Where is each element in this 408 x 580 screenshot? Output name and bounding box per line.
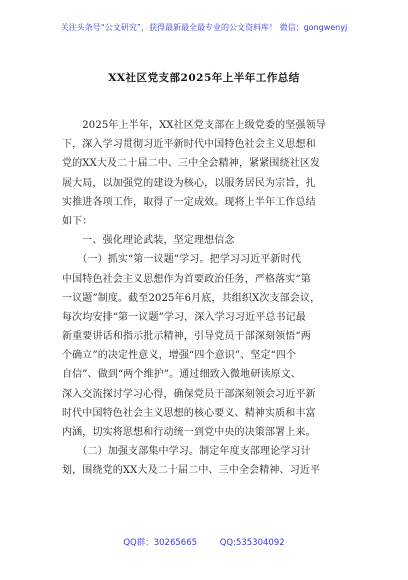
body-line: 实推进各项工作，取得了一定成效。现将上半年工作总结 (62, 196, 316, 208)
body-line: 如下： (62, 215, 93, 227)
section-heading: 一、强化理论武装，坚定理想信念 (62, 235, 235, 247)
body-line: 展大局，以加强党的建设为核心，以服务居民为宗旨，扎 (62, 177, 316, 189)
body-line: 党的XX大及二十届二中、三中全会精神，紧紧围绕社区发 (62, 158, 321, 170)
body-line: 划，围绕党的XX大及二十届二中、三中全会精神、习近平 (62, 465, 321, 477)
footer-qq-contact: QQ:535304092 (219, 538, 285, 548)
body-line: 个确立”的决定性意义，增强“四个意识”、坚定“四个 (62, 350, 297, 362)
body-line: 下，深入学习贯彻习近平新时代中国特色社会主义思想和 (62, 139, 316, 151)
body-line: 一议题”制度。截至2025年6月底，共组织X次支部会议， (62, 292, 321, 304)
footer-qq-group: QQ群：30265665 (123, 538, 198, 548)
body-line: 中国特色社会主义思想作为首要政治任务，严格落实“第 (62, 273, 311, 285)
document-title: XX社区党支部2025年上半年工作总结 (108, 72, 300, 84)
body-line: 新重要讲话和指示批示精神，引导党员干部深刻领悟“两 (62, 331, 311, 343)
document-body (62, 116, 348, 481)
body-line: 自信”、做到“两个维护”。通过细致入微地研读原文、 (62, 369, 302, 381)
body-line: 深入交流探讨学习心得，确保党员干部深刻领会习近平新 (62, 388, 316, 400)
body-line: （一）抓实“第一议题”学习。把学习习近平新时代 (62, 254, 301, 266)
body-line: 时代中国特色社会主义思想的核心要义、精神实质和丰富 (62, 407, 316, 419)
body-line: 2025年上半年，XX社区党支部在上级党委的坚强领导 (62, 120, 326, 131)
page-header-promo: 关注头条号“公文研究”，获得最新最全最专业的公文资料库！ 微信：gongwenyj (60, 23, 348, 32)
body-line: 每次均安排“第一议题”学习，深入学习习近平总书记最 (62, 311, 306, 323)
body-line: （二）加强支部集中学习。制定年度支部理论学习计 (62, 446, 311, 458)
page-footer (0, 536, 408, 548)
body-line: 内涵，切实将思想和行动统一到党中央的决策部署上来。 (62, 427, 316, 438)
